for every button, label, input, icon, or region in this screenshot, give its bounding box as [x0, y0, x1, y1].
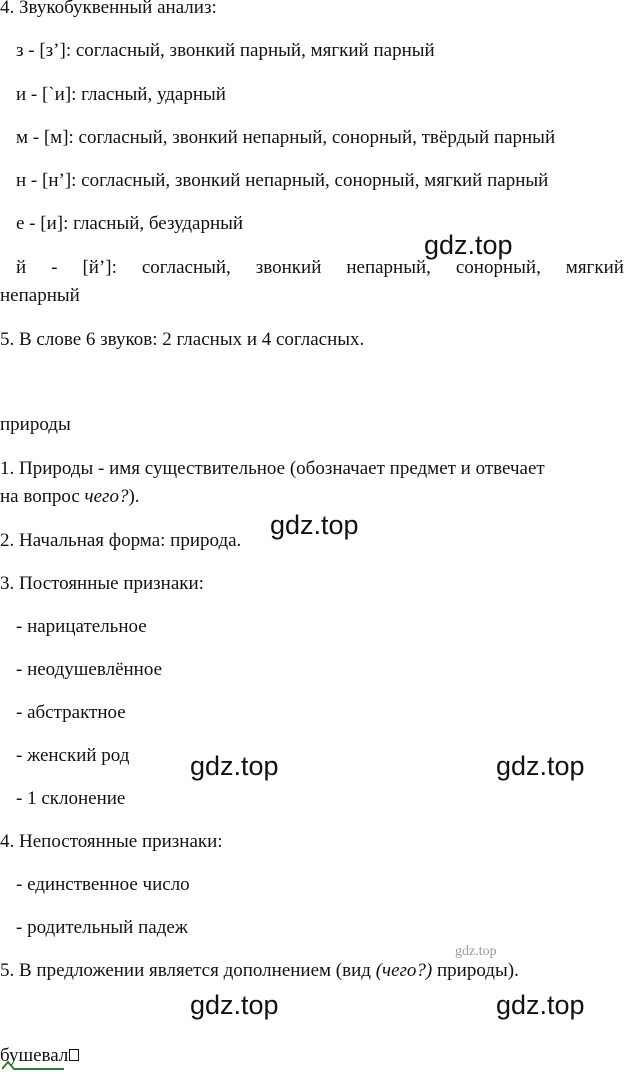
sound-line-y-cont: непарный — [0, 285, 80, 306]
analysis-p5 — [0, 960, 519, 982]
question: чего? — [84, 486, 129, 507]
word: [й’]: — [82, 257, 117, 278]
list-item: - нарицательное — [16, 616, 147, 637]
green-underline-icon — [2, 1058, 68, 1072]
watermark: gdz.top — [190, 751, 279, 781]
sound-count: 5. В слове 6 звуков: 2 гласных и 4 согласных. — [0, 329, 365, 350]
analysis-p4: 4. Непостоянные признаки: — [0, 831, 223, 852]
analysis-p2: 2. Начальная форма: природа. — [0, 530, 242, 551]
word: мягкий — [565, 257, 624, 278]
list-item: - 1 склонение — [16, 788, 126, 809]
word-title: природы — [0, 414, 71, 435]
text: 5. В предложении является дополнением (вид — [0, 960, 376, 981]
text: бушевал — [0, 1045, 69, 1066]
word: звонкий — [255, 257, 322, 278]
sound-line-z: з - [з’]: согласный, звонкий парный, мягкий парный — [16, 40, 435, 61]
word: й — [16, 257, 27, 278]
text: на вопрос — [0, 486, 85, 507]
watermark: gdz.top — [424, 230, 513, 260]
text: ). — [128, 486, 140, 507]
analysis-p3: 3. Постоянные признаки: — [0, 573, 204, 594]
section-heading: 4. Звукобуквенный анализ: — [0, 0, 217, 18]
square-glyph-icon — [69, 1049, 79, 1061]
word: - — [51, 257, 58, 278]
watermark: gdz.top — [190, 990, 279, 1020]
list-item: - неодушевлённое — [16, 659, 162, 680]
word: непарный, — [346, 257, 431, 278]
sound-line-e: е - [и]: гласный, безударный — [16, 213, 244, 234]
list-item: - женский род — [16, 745, 130, 766]
sound-line-m: м - [м]: согласный, звонкий непарный, сонорный, твёрдый парный — [16, 127, 556, 148]
sound-line-y — [16, 257, 624, 279]
faint-watermark: gdz.top — [455, 944, 497, 959]
list-item: - родительный падеж — [16, 917, 188, 938]
word: согласный, — [141, 257, 231, 278]
watermark: gdz.top — [270, 510, 359, 540]
analysis-p1: 1. Природы - имя существительное (обозначает предмет и отвечает — [0, 458, 545, 479]
text: природы). — [432, 960, 519, 981]
watermark: gdz.top — [496, 990, 585, 1020]
sound-line-i: и - [`и]: гласный, ударный — [16, 84, 226, 105]
analysis-p1-cont — [0, 486, 140, 508]
word: сонорный, — [455, 257, 541, 278]
watermark: gdz.top — [496, 751, 585, 781]
question: (чего?) — [375, 960, 433, 981]
list-item: - единственное число — [16, 874, 190, 895]
list-item: - абстрактное — [16, 702, 126, 723]
sound-line-n: н - [н’]: согласный, звонкий непарный, сонорный, мягкий парный — [16, 170, 549, 191]
